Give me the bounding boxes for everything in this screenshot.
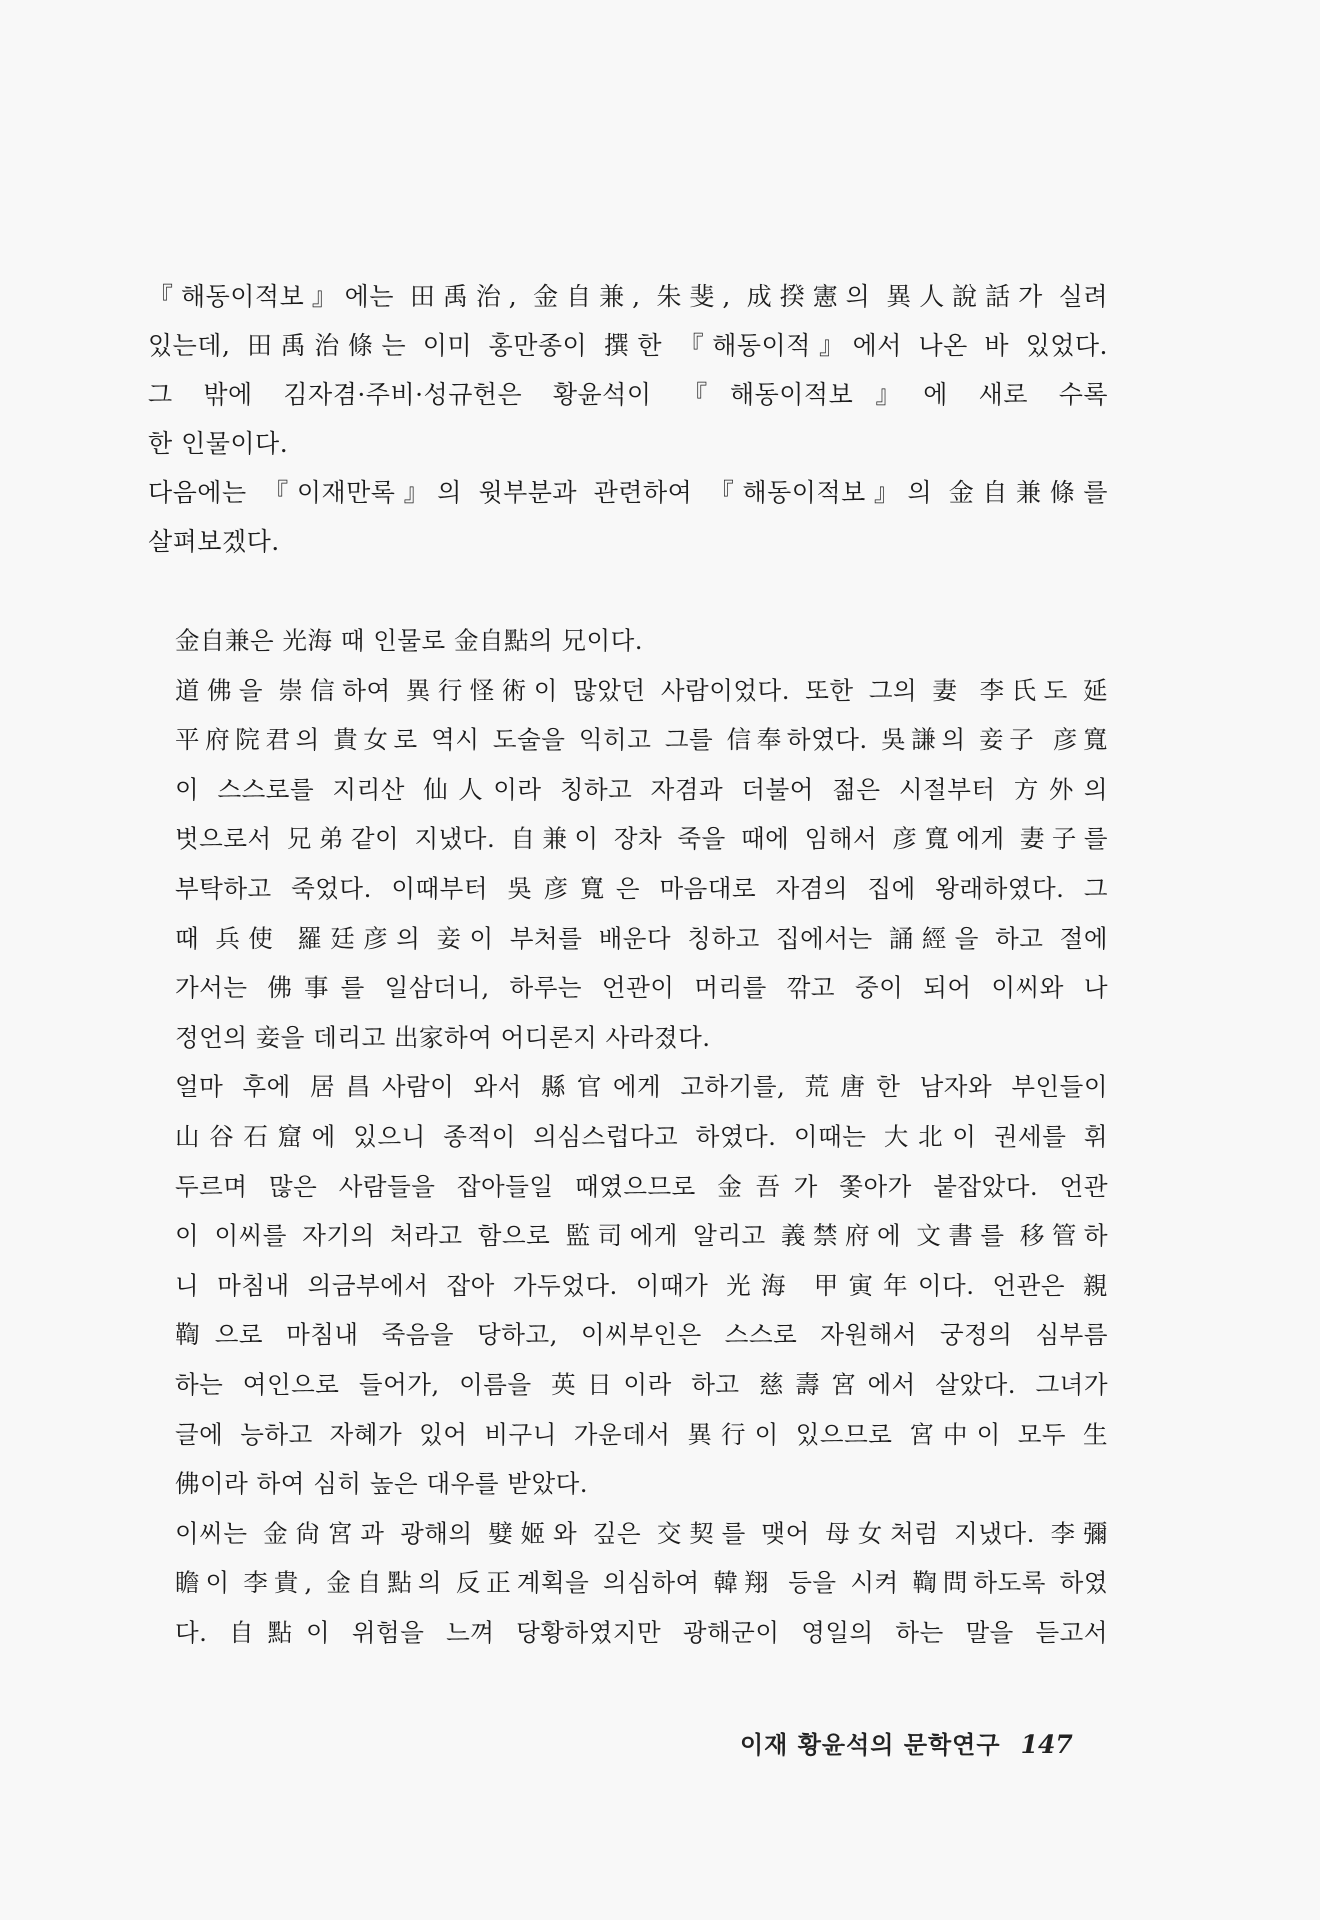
running-title: 이재 황윤석의 문학연구 [740,1731,1001,1759]
quote-line: 때 兵使 羅廷彦의 妾이 부처를 배운다 칭하고 집에서는 誦經을 하고 절에 [175,923,1108,953]
intro-line: 그 밖에 김자겸·주비·성규헌은 황윤석이 『해동이적보』에 새로 수록 [148,380,1108,409]
quote-line: 이 스스로를 지리산 仙人이라 칭하고 자겸과 더불어 젊은 시절부터 方外의 [175,774,1108,804]
quote-line: 벗으로서 兄弟같이 지냈다. 自兼이 장차 죽을 때에 임해서 彦寬에게 妻子를 [175,824,1108,854]
quote-line: 정언의 妾을 데리고 出家하여 어디론지 사라졌다. [175,1022,711,1052]
quote-line: 하는 여인으로 들어가, 이름을 英日이라 하고 慈壽宮에서 살았다. 그녀가 [175,1369,1108,1399]
quote-line: 平府院君의 貴女로 역시 도술을 익히고 그를 信奉하였다. 吳謙의 妾子 彦寬 [175,725,1108,755]
quote-line: 佛이라 하여 심히 높은 대우를 받았다. [175,1469,589,1499]
quote-line: 글에 능하고 자혜가 있어 비구니 가운데서 異行이 있으므로 宮中이 모두 生 [175,1419,1108,1449]
intro-paragraphs [148,272,1108,566]
quote-line: 부탁하고 죽었다. 이때부터 吳彦寬은 마음대로 자겸의 집에 왕래하였다. 그 [175,873,1108,903]
intro-line: 한 인물이다. [148,429,289,458]
quote-line: 니 마침내 의금부에서 잡아 가두었다. 이때가 光海 甲寅年이다. 언관은 親 [175,1270,1108,1300]
quote-line: 두르며 많은 사람들을 잡아들일 때였으므로 金吾가 쫓아가 붙잡았다. 언관 [175,1171,1108,1201]
quote-line: 鞫으로 마침내 죽음을 당하고, 이씨부인은 스스로 자원해서 궁정의 심부름 [175,1320,1108,1350]
quote-line: 다. 自點이 위험을 느껴 당황하였지만 광해군이 영일의 하는 말을 듣고서 [175,1617,1108,1647]
quote-line: 金自兼은 光海 때 인물로 金自點의 兄이다. [175,626,644,655]
quote-line: 道佛을 崇信하여 異行怪術이 많았던 사람이었다. 또한 그의 妻 李氏도 延 [175,675,1108,705]
intro-line: 있는데, 田禹治條는 이미 홍만종이 撰한 『해동이적』에서 나온 바 있었다. [148,331,1108,360]
running-footer [740,1725,1080,1760]
quoted-passage [175,616,1108,1657]
quote-line: 山谷石窟에 있으니 종적이 의심스럽다고 하였다. 이때는 大北이 권세를 휘 [175,1121,1108,1151]
quote-line: 가서는 佛事를 일삼더니, 하루는 언관이 머리를 깎고 중이 되어 이씨와 나 [175,973,1108,1003]
intro-line: 다음에는 『이재만록』의 윗부분과 관련하여 『해동이적보』의 金自兼條를 [148,478,1108,507]
intro-line: 『해동이적보』에는 田禹治, 金自兼, 朱斐, 成揆憲의 異人說話가 실려 [148,282,1108,311]
quote-line: 瞻이 李貴, 金自點의 反正계획을 의심하여 韓翔 등을 시켜 鞫問하도록 하였 [175,1568,1108,1598]
quote-line: 이씨는 金尙宮과 광해의 嬖姬와 깊은 交契를 맺어 母女처럼 지냈다. 李彌 [175,1518,1108,1548]
page-number: 147 [1020,1730,1073,1759]
quote-line: 얼마 후에 居昌사람이 와서 縣官에게 고하기를, 荒唐한 남자와 부인들이 [175,1072,1108,1102]
intro-line: 살펴보겠다. [148,527,280,556]
quote-line: 이 이씨를 자기의 처라고 함으로 監司에게 알리고 義禁府에 文書를 移管하 [175,1221,1108,1251]
